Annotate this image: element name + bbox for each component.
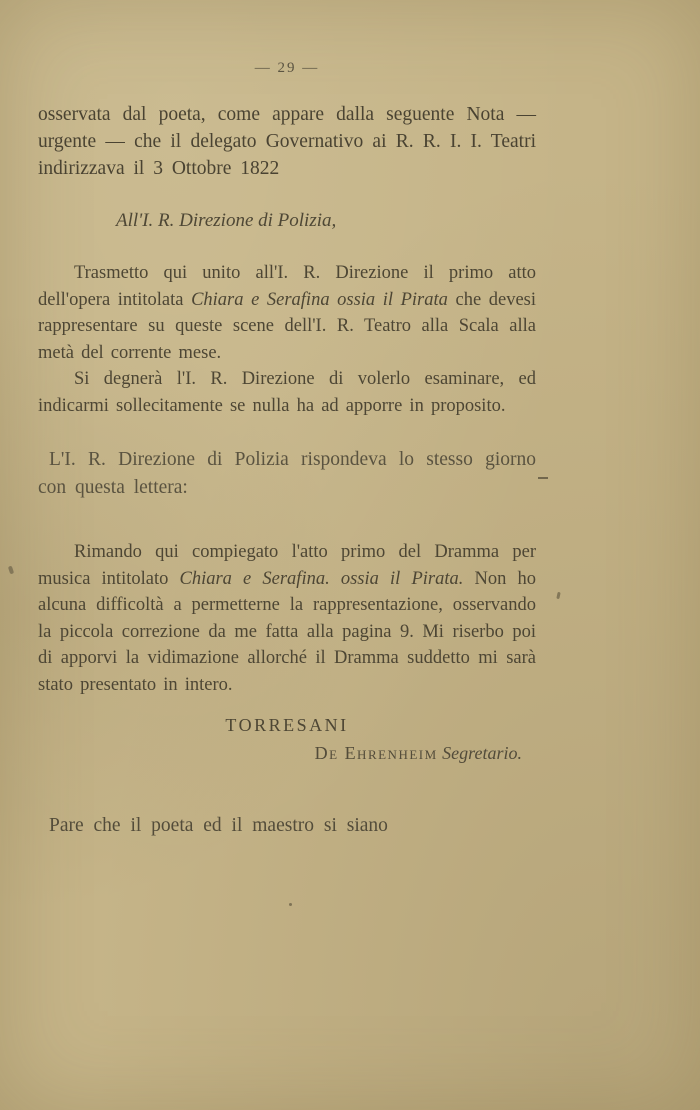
scan-artifact-dash	[538, 477, 548, 479]
letter2-paragraph	[38, 539, 536, 698]
scan-artifact-dot	[289, 903, 292, 906]
scan-artifact-comma	[8, 566, 14, 575]
letter1-p1-text-before: Trasmetto qui unito all'I. R. Direzione il primo atto dell'opera intitolata	[38, 263, 536, 310]
scan-artifact-tick	[556, 592, 560, 599]
closing-paragraph: Pare che il poeta ed il maestro si siano	[49, 815, 388, 836]
letter2-text-before: Rimando qui compiegato l'atto primo del Dramma per musica intitolato	[38, 542, 536, 589]
letter-salutation: All'I. R. Direzione di Polizia,	[116, 210, 337, 231]
secretary-title: Segretario.	[442, 743, 522, 763]
opera-title: Chiara e Serafina ossia il Pirata	[191, 289, 448, 310]
signature-name: TORRESANI	[225, 715, 349, 735]
page-content	[38, 60, 536, 839]
letter1-paragraph2: Si degnerà l'I. R. Direzione di volerlo esaminare, ed indicarmi sollecitamente se nulla ha ad apporre in proposito.	[38, 369, 536, 416]
letter2-text-after: Non ho alcuna difficoltà a permetterne la rappresentazione, osservando la piccola correzione da me fatta alla pagina 9. Mi riserbo poi di apporvi la vidimazione allorché il Dramma suddetto mi sarà stato presentato in intero.	[38, 568, 536, 695]
narration-paragraph: L'I. R. Direzione di Polizia rispondeva lo stesso giorno con questa lettera:	[38, 449, 536, 498]
letter1-p1-text-after: che devesi rappresentare su queste scene dell'I. R. Teatro alla Scala alla metà del corrente mese.	[38, 289, 536, 363]
secretary-name: De Ehrenheim	[314, 743, 438, 763]
opera-title-2: Chiara e Serafina. ossia il Pirata.	[179, 568, 464, 589]
intro-paragraph: osservata dal poeta, come appare dalla seguente Nota — urgente — che il delegato Governativo ai R. R. I. I. Teatri indirizzava il 3 Ottobre 1822	[38, 104, 536, 179]
signature-secretary	[38, 743, 536, 764]
letter1-paragraph1	[38, 260, 536, 366]
page-number: — 29 —	[254, 60, 320, 76]
